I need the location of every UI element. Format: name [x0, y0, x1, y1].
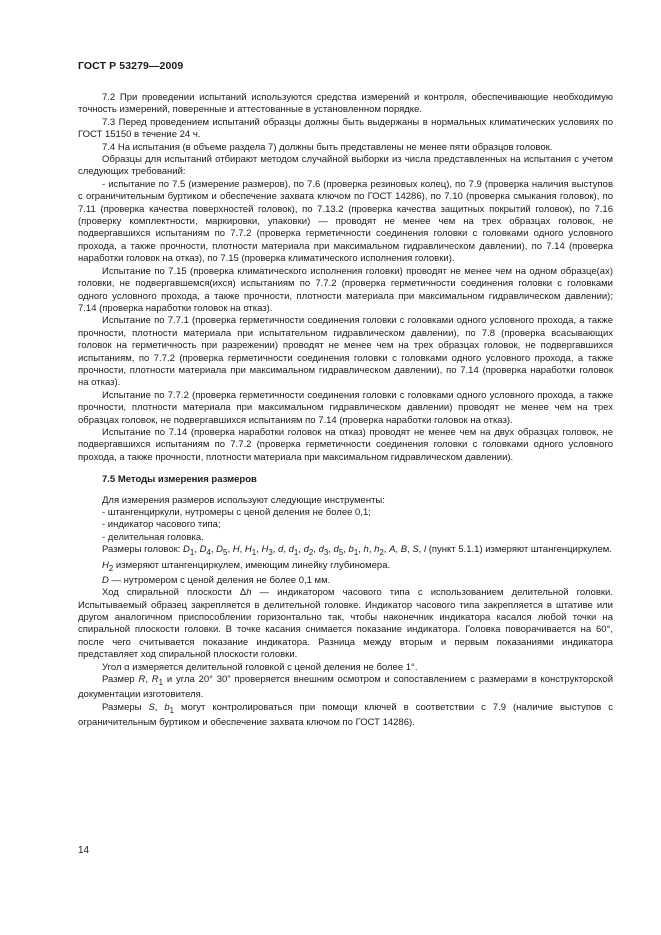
paragraph-d: D — нутромером с ценой деления не более 0,1 мм. — [102, 574, 331, 586]
paragraph-test-7-5: - испытание по 7.5 (измерение размеров), по 7.6 (проверка резиновых колец), по 7.9 (проверка наличия выступов с ограничительным буртиком и обеспечение захвата ключом по ГОСТ 14286), по 7.10 (проверка смыкания головок), по 7.11 (проверка качества поверхностей головок), по 7.13.2 (проверка качества защитных покрытий головок), по 7.16 (проверку комплектности, маркировки, упаковки) — проводят не менее чем на трех образцах головок, не подвергавшихся испытаниям по 7.7.2 (проверка герметичности соединения головки с головками одного условного прохода, а также прочности, плотности материала при максимальном гидравлическом давлении), по 7.14 (проверка наработки головок на отказ), по 7.15 (проверка климатического исполнения головки). — [78, 178, 613, 265]
list-item: - делительная головка. — [102, 531, 204, 543]
paragraph-test-7-15: Испытание по 7.15 (проверка климатического исполнения головки) проводят не менее чем на одном образце(ах) головки, не подвергавшемся(ихся) испытаниям по 7.7.2 (проверка герметичности соединения головки с головками одного условного прохода, а также прочности, плотности материала при максимальном гидравлическом давлении); 7.14 (проверка наработки головок на отказ). — [78, 265, 613, 314]
spiral-text: — индикатором часового типа с использованием делительной головки. Испытываемый образец закрепляется в делительной головке. Индикатор часового типа закрепляется в штативе или другом аналогичном приспособлении горизонтально так, чтобы наконечник индикатора касался любой точки на спиральной плоскости головки. В точке касания снимается показание индикатора. Головка поворачивается на 60°, после чего считывается показание индикатора. Разница между вторым и первым показаниями индикатора представляет ход спиральной плоскости головки. — [78, 587, 613, 661]
list-item: - индикатор часового типа; — [102, 519, 221, 531]
angle-text: измеряется делительной головкой с ценой деления не более 1°. — [132, 661, 418, 673]
sizes2-text: могут контролироваться при помощи ключей в соответствии с 7.9 (наличие выступов с ограничительным буртиком и обеспечение захвата ключом по ГОСТ 14286). — [78, 701, 613, 729]
paragraph-sizes: Размеры головок: $D_1$, $D_4$, $D_5$, H, $H_1$, $H_3$, d, $d_1$, $d_2$, $d_3$, $d_5$, $b_1$, h, $h_2$, A, B, S, l (пункт 5.1.1) измеряют штангенциркулем. — [102, 544, 612, 558]
paragraph-h2: $H_2$ измеряют штангенциркулем, имеющим линейку глубиномера. — [102, 559, 391, 573]
h2-text: измеряют штангенциркулем, имеющим линейку глубиномера. — [115, 559, 391, 571]
paragraph-test-7-7-1: Испытание по 7.7.1 (проверка герметичности соединения головки с головками одного условного прохода, а также прочности, плотности материала при испытательном гидравлическом давлении), по 7.8 (проверка всасывающих головок на герметичность при разрежении) проводят не менее чем на трех образцах головок, не подвергавшихся испытаниям, по 7.7.2 (проверка герметичности соединения головки с головками одного условного прохода, а также прочности, плотности материала при максимальном гидравлическом давлении), по 7.14 (проверка наработки головок на отказ). — [78, 315, 613, 389]
angle-lead: Угол — [102, 661, 122, 673]
paragraph-test-7-14: Испытание по 7.14 (проверка наработки головок на отказ) проводят не менее чем на двух образцах головок, не подвергавшихся испытаниям по 7.7.2 (проверка герметичности соединения головки с головками одного условного прохода, а также прочности, плотности материала при максимальном гидравлическом давлении). — [78, 426, 613, 463]
sizes-lead: Размеры головок: — [102, 544, 181, 556]
paragraph-sampling: Образцы для испытаний отбирают методом случайной выборки из числа представленных на испытания с учетом следующих требований: — [78, 154, 613, 178]
paragraph-7-3: 7.3 Перед проведением испытаний образцы должны быть выдержаны в нормальных климатических условиях по ГОСТ 15150 в течение 24 ч. — [78, 116, 613, 141]
paragraph-radius: Размер R, $R_1$ и угла 20° 30" проверяется внешним осмотром и сопоставлением с размерами в конструкторской документации изготовителя. — [78, 674, 614, 701]
radius-text: и угла 20° 30" проверяется внешним осмотром и сопоставлением с размерами в конструкторской документации изготовителя. — [78, 674, 614, 701]
paragraph-spiral: Ход спиральной плоскости Δh — индикатором часового типа с использованием делительной головки. Испытываемый образец закрепляется в делительной головке. Индикатор часового типа закрепляется в штативе или другом аналогичном приспособлении горизонтально так, чтобы наконечник индикатора касался любой точки на спиральной плоскости головки. В точке касания снимается показание индикатора. Головка поворачивается на 60°, после чего считывается показание индикатора. Разница между вторым и первым показаниями индикатора представляет ход спиральной плоскости головки. — [78, 587, 613, 661]
paragraph-7-2: 7.2 При проведении испытаний используются средства измерений и контроля, обеспечивающие необходимую точность измерений, поверенные и аттестованные в установленном порядке. — [78, 92, 613, 116]
instruments-intro: Для измерения размеров используют следующие инструменты: — [102, 494, 385, 506]
paragraph-7-4: 7.4 На испытания (в объеме раздела 7) должны быть представлены не менее пяти образцов головок. — [102, 141, 553, 153]
paragraph-angle: Угол α измеряется делительной головкой с ценой деления не более 1°. — [102, 661, 418, 673]
spiral-lead: Ход спиральной плоскости — [102, 587, 232, 599]
radius-lead: Размер — [102, 674, 135, 686]
document-header: ГОСТ Р 53279—2009 — [78, 60, 184, 72]
paragraph-test-7-7-2: Испытание по 7.7.2 (проверка герметичности соединения головки с головками одного условного прохода, а также прочности, плотности материала при максимальном гидравлическом давлении) проводят не менее чем на трех образцах головок, не подвергавшихся испытаниям по 7.14 (проверка наработки головок на отказ). — [78, 389, 613, 426]
paragraph-sizes-key: Размеры S, $b_1$ могут контролироваться при помощи ключей в соответствии с 7.9 (наличие выступов с ограничительным буртиком и обеспечение захвата ключом по ГОСТ 14286). — [78, 701, 613, 729]
section-title: 7.5 Методы измерения размеров — [102, 474, 257, 486]
page-number: 14 — [78, 845, 90, 856]
document-body — [78, 92, 613, 729]
d-text: — нутромером с ценой деления не более 0,1 мм. — [111, 574, 331, 586]
list-item: - штангенциркули, нутромеры с ценой деления не более 0,1; — [102, 507, 371, 518]
sizes2-lead: Размеры — [102, 701, 142, 713]
sizes-tail: (пункт 5.1.1) измеряют штангенциркулем. — [428, 544, 612, 556]
